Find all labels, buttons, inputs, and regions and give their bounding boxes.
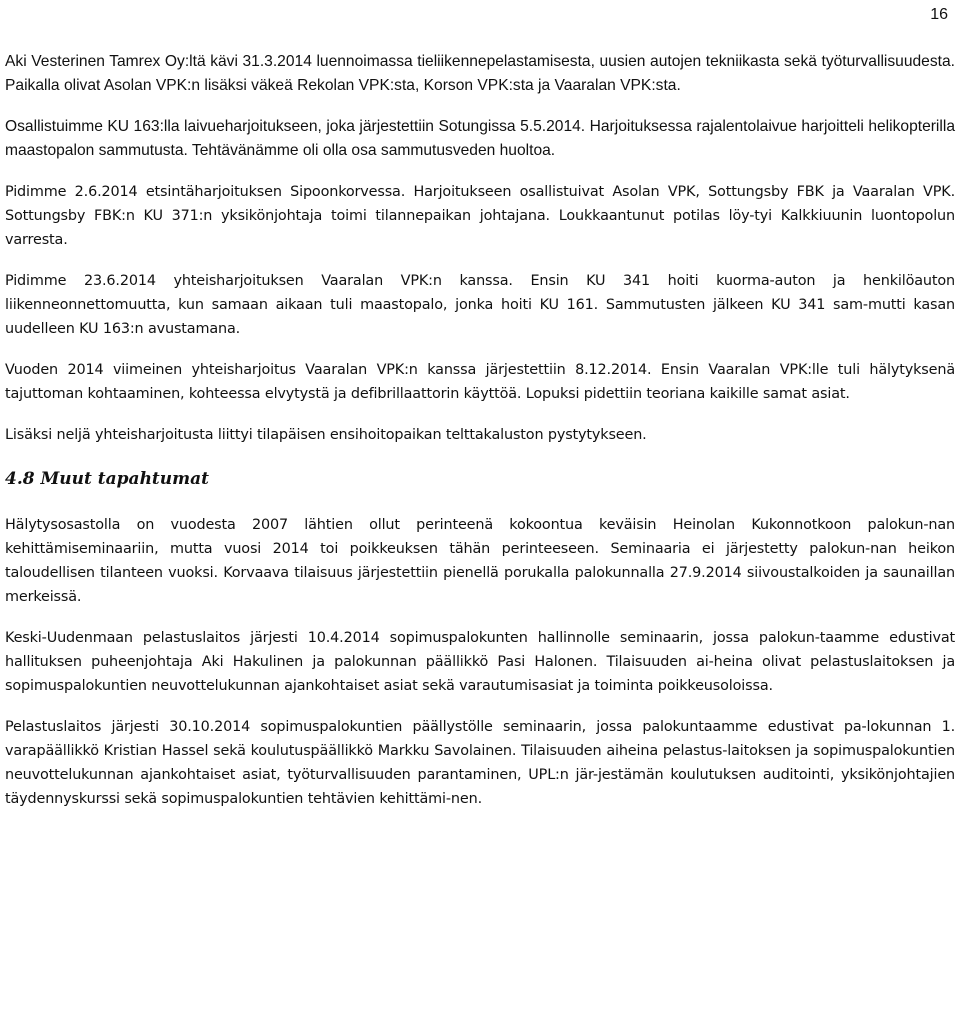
paragraph-joint-exercise-december: Vuoden 2014 viimeinen yhteisharjoitus Vaaralan VPK:n kanssa järjestettiin 8.12.2014. Ensin Vaaralan VPK:lle tuli hälytyksenä tajuttoman kohtaaminen, kohteessa elvytystä ja defibrillaattorin käyttöä. Lopuksi pidettiin teoriana kaikille samat asiat.	[5, 362, 955, 402]
paragraph-joint-exercise-june: Pidimme 23.6.2014 yhteisharjoituksen Vaaralan VPK:n kanssa. Ensin KU 341 hoiti kuorma-auton ja henkilöauton liikenneonnettomuutta, kun samaan aikaan tuli maastopalo, jonka hoiti KU 161. Sammutusten jälkeen KU 341 sam-mutti kasan uudelleen KU 163:n avustamana.	[5, 273, 955, 337]
paragraph-search-exercise: Pidimme 2.6.2014 etsintäharjoituksen Sipoonkorvessa. Harjoitukseen osallistuivat Asolan VPK, Sottungsby FBK ja Vaaralan VPK. Sottungsby FBK:n KU 371:n yksikönjohtaja toimi tilannepaikan johtajana. Loukkaantunut potilas löy-tyi Kalkkiuunin luontopolun varresta.	[5, 184, 955, 248]
paragraph-tent-exercises: Lisäksi neljä yhteisharjoitusta liittyi tilapäisen ensihoitopaikan telttakaluston pystytykseen.	[5, 427, 647, 443]
page-number: 16	[930, 6, 948, 23]
paragraph-officers-seminar: Pelastuslaitos järjesti 30.10.2014 sopimuspalokuntien päällystölle seminaarin, jossa palokuntaamme edustivat pa-lokunnan 1. varapäällikkö Kristian Hassel sekä koulutuspäällikkö Markku Savolainen. Tilaisuuden aiheina pelastus-laitoksen ja sopimuspalokuntien neuvottelukunnan ajankohtaiset asiat, työturvallisuuden parantaminen, UPL:n jär-jestämän koulutuksen auditointi, yksikönjohtajien täydennyskurssi sekä sopimuspalokuntien tehtävien kehittämi-nen.	[5, 719, 955, 807]
document-body	[5, 50, 955, 811]
section-heading: 4.8 Muut tapahtumat	[5, 469, 209, 489]
paragraph-tamrex-lecture: Aki Vesterinen Tamrex Oy:ltä kävi 31.3.2014 luennoimassa tieliikennepelastamisesta, uusien autojen tekniikasta sekä työturvallisuudesta. Paikalla olivat Asolan VPK:n lisäksi väkeä Rekolan VPK:sta, Korson VPK:sta ja Vaaralan VPK:sta.	[5, 53, 955, 94]
paragraph-seminar-tradition: Hälytysosastolla on vuodesta 2007 lähtien ollut perinteenä kokoontua keväisin Heinolan Kukonnotkoon palokun-nan kehittämiseminaariin, mutta vuosi 2014 toi poikkeuksen tähän perinteeseen. Seminaaria ei järjestetty palokun-nan heikon taloudellisen tilanteen vuoksi. Korvaava tilaisuus järjestettiin pienellä porukalla palokunnalla 27.9.2014 siivoustalkoiden ja saunaillan merkeissä.	[5, 517, 955, 605]
paragraph-administration-seminar: Keski-Uudenmaan pelastuslaitos järjesti 10.4.2014 sopimuspalokunten hallinnolle seminaarin, jossa palokun-taamme edustivat hallituksen puheenjohtaja Aki Hakulinen ja palokunnan päällikkö Pasi Halonen. Tilaisuuden ai-heina olivat pelastuslaitoksen ja sopimuspalokuntien neuvottelukunnan ajankohtaiset asiat sekä varautumisasiat ja toiminta poikkeusoloissa.	[5, 630, 955, 694]
paragraph-squadron-exercise: Osallistuimme KU 163:lla laivueharjoitukseen, joka järjestettiin Sotungissa 5.5.2014. Harjoituksessa rajalentolaivue harjoitteli helikopterilla maastopalon sammutusta. Tehtävänämme oli olla osa sammutusveden huoltoa.	[5, 118, 955, 159]
